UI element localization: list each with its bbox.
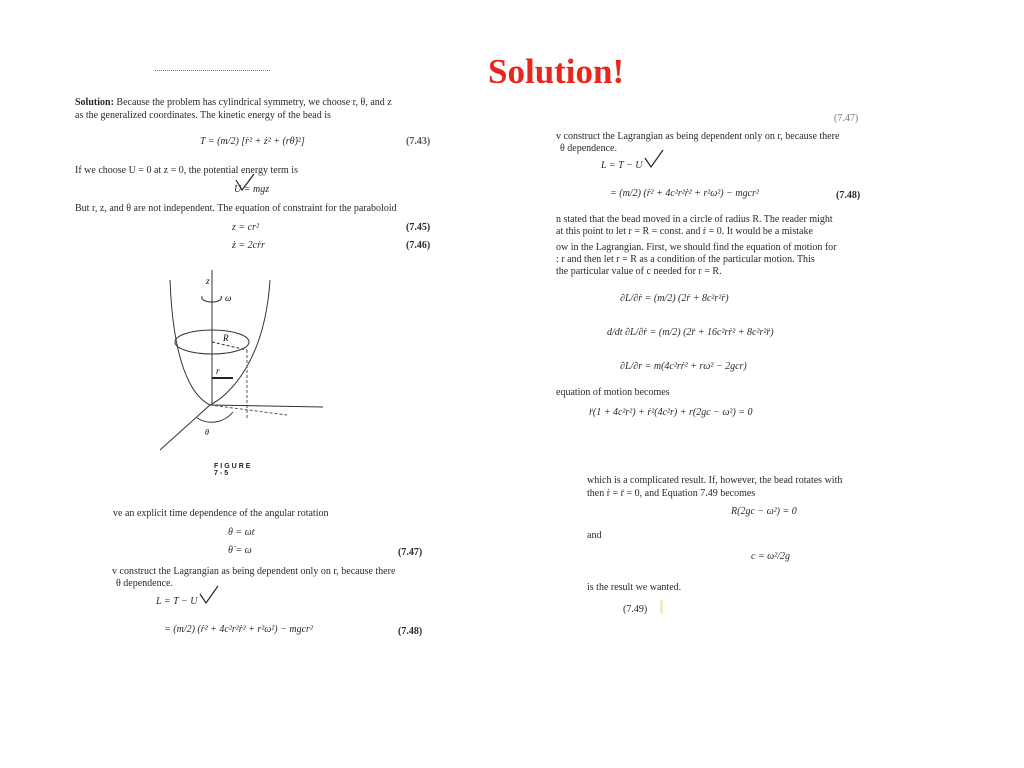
radius-line	[212, 342, 247, 350]
solution-paragraph-line-1	[75, 97, 392, 109]
slide-title: Solution!	[488, 52, 625, 91]
partial-derivative-r: ∂L/∂r = m(4c²rṙ² + rω² − 2gcr)	[620, 361, 747, 372]
check-mark-icon	[234, 174, 256, 194]
right-paragraph-line-3: ow in the Lagrangian. First, we should find the equation of motion for	[556, 242, 837, 253]
equation-number-745: (7.45)	[406, 222, 431, 233]
check-mark-icon	[198, 586, 220, 606]
solution-text-1: Because the problem has cylindrical symmetry, we choose r, θ, and z	[116, 97, 392, 108]
lagrangian-sentence-1: v construct the Lagrangian as being dependent only on r, because there	[112, 566, 396, 577]
equation-number-top: (7.47)	[834, 113, 859, 124]
ground-axis-y	[160, 405, 210, 450]
solution-label: Solution:	[75, 97, 114, 108]
kinetic-energy-equation: T = (m/2) [ṙ² + ż² + (rθ̇)²]	[200, 136, 305, 147]
label-z: z	[206, 276, 210, 286]
equation-of-motion-sentence: equation of motion becomes	[556, 387, 670, 398]
paraboloid-right-wall	[210, 280, 270, 405]
constraint-equation-1: z = cr²	[232, 222, 259, 233]
right-paragraph-line-2: at this point to let r = R = const. and ṙ = 0. It would be a mistake	[556, 226, 813, 237]
check-mark-icon	[643, 150, 665, 170]
equation-number-747: (7.47)	[398, 547, 423, 558]
constraint-equation-2: ż = 2cṙr	[232, 240, 265, 251]
complicated-result-line-2: then ṙ = r̈ = 0, and Equation 7.49 becomes	[587, 488, 756, 499]
c-equation: c = ω²/2g	[751, 551, 791, 562]
partial-derivative-rdot: ∂L/∂ṙ = (m/2) (2ṙ + 8c²r²ṙ)	[620, 293, 729, 304]
figure-caption: FIGURE 7-5	[214, 463, 253, 477]
right-lagrangian-expanded: = (m/2) (ṙ² + 4c²r²ṙ² + r²ω²) − mgcr²	[610, 188, 759, 199]
label-theta: θ	[205, 428, 209, 437]
equation-number-746: (7.46)	[406, 240, 431, 251]
constraint-sentence: But r, z, and θ are not independent. The equation of constraint for the paraboloid	[75, 203, 397, 214]
equation-of-motion: r̈(1 + 4c²r²) + ṙ²(4c²r) + r(2gc − ω²) = 0	[589, 407, 753, 418]
lagrangian-sentence-2: θ dependence.	[116, 578, 173, 589]
equation-number-743: (7.43)	[406, 136, 431, 147]
right-lagrangian-sentence-2: θ dependence.	[560, 143, 617, 154]
label-r: r	[216, 366, 220, 376]
equation-number-748: (7.48)	[398, 626, 423, 637]
right-paragraph-line-4: : r and then let r = R as a condition of the particular motion. This	[556, 254, 815, 265]
potential-energy-sentence: If we choose U = 0 at z = 0, the potential energy term is	[75, 165, 298, 176]
theta-equation: θ = ωt	[228, 527, 255, 538]
right-lagrangian-sentence-1: v construct the Lagrangian as being dependent only on r, because there	[556, 131, 840, 142]
time-derivative-equation: d/dt ∂L/∂ṙ = (m/2) (2r̈ + 16c²rṙ² + 8c²r²r̈)	[607, 327, 774, 338]
label-omega: ω	[225, 293, 232, 303]
lagrangian-equation: L = T − U	[156, 596, 198, 607]
paraboloid-left-wall	[170, 280, 210, 405]
time-dependence-sentence: ve an explicit time dependence of the angular rotation	[113, 508, 329, 519]
scan-artifact-marks	[155, 70, 270, 71]
equation-number-749: (7.49)	[623, 604, 648, 615]
scan-artifact-bar	[660, 600, 663, 614]
result-sentence: is the result we wanted.	[587, 582, 682, 593]
potential-energy-equation: U = mgz	[234, 184, 270, 195]
lagrangian-expanded: = (m/2) (ṙ² + 4c²r²ṙ² + r²ω²) − mgcr²	[164, 624, 313, 635]
complicated-result-line-1: which is a complicated result. If, however, the bead rotates with	[587, 475, 843, 486]
paraboloid-figure	[155, 270, 335, 460]
label-R: R	[223, 333, 229, 343]
right-paragraph-line-1: n stated that the bead moved in a circle of radius R. The reader might	[556, 214, 833, 225]
right-equation-number-748: (7.48)	[836, 190, 861, 201]
R-equation: R(2gc − ω²) = 0	[731, 506, 797, 517]
and-word: and	[587, 530, 602, 541]
right-lagrangian-equation: L = T − U	[601, 160, 643, 171]
solution-paragraph-line-2: as the generalized coordinates. The kinetic energy of the bead is	[75, 110, 331, 121]
theta-dot-equation: θ̇ = ω	[228, 545, 252, 556]
right-paragraph-line-5: the particular value of c needed for r = R.	[556, 266, 722, 277]
theta-arc	[197, 412, 233, 422]
